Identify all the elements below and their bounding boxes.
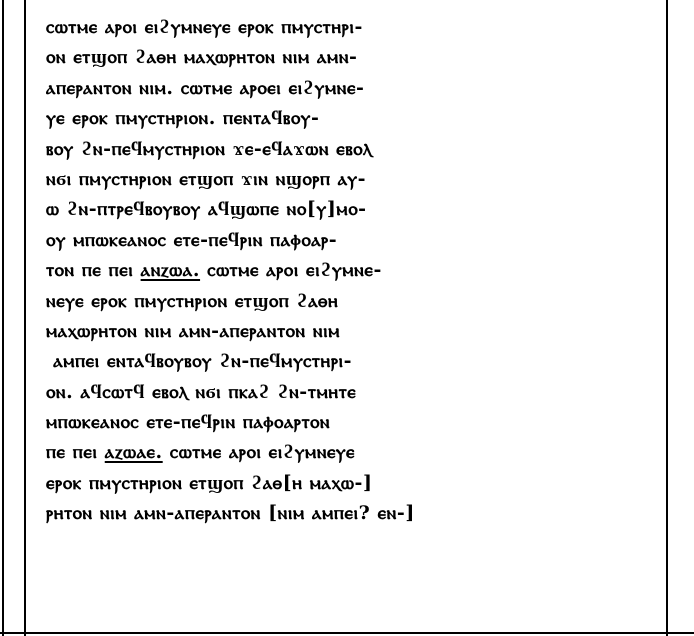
text-segment: ⲟⲛ ⲉⲧϣⲟⲡ ϩⲁⲑⲏ ⲙⲁⲭⲱⲣⲏⲧⲟⲛ ⲛⲓⲙ ⲁⲙⲛ-	[46, 46, 358, 69]
text-segment: ⲟⲩ ⲙⲡⲱⲕⲉⲁⲛⲟⲥ ⲉⲧⲉ-ⲡⲉϥⲣⲓⲛ ⲡⲁⲫⲟⲁⲣ-	[46, 228, 338, 251]
text-segment: ⲥⲱⲧⲙⲉ ⲁⲣⲟⲓ ⲉⲓϩⲩⲙⲛⲉ-	[200, 259, 382, 282]
text-line	[46, 468, 662, 498]
right-rule	[666, 0, 668, 636]
coptic-text-column	[46, 12, 662, 529]
text-line	[46, 12, 662, 42]
text-line	[46, 316, 662, 346]
text-line	[46, 286, 662, 316]
text-segment: ⲉⲣⲟⲕ ⲡⲙⲩⲥⲧⲏⲣⲓⲟⲛ ⲉⲧϣⲟⲡ ϩⲁⲑ[ⲏ ⲙⲁⲭⲱ-]	[46, 471, 373, 494]
bottom-rule	[0, 632, 694, 634]
text-line	[46, 194, 662, 224]
text-segment: ⲥⲱⲧⲙⲉ ⲁⲣⲟⲓ ⲉⲓϩⲩⲙⲛⲉⲩⲉ ⲉⲣⲟⲕ ⲡⲙⲩⲥⲧⲏⲣⲓ-	[46, 16, 363, 38]
text-line	[46, 103, 662, 133]
text-line	[46, 73, 662, 103]
text-segment: ⲡⲉ ⲡⲉⲓ	[46, 441, 105, 464]
text-segment: ⲥⲱⲧⲙⲉ ⲁⲣⲟⲓ ⲉⲓϩⲩⲙⲛⲉⲩⲉ	[162, 441, 355, 464]
text-line	[46, 346, 662, 376]
text-segment: ⲟⲛ. ⲁϥⲥⲱⲧϥ ⲉⲃⲟⲗ ⲛϭⲓ ⲡⲕⲁϩ ϩⲛ-ⲧⲙⲏⲧⲉ	[46, 380, 357, 403]
text-line	[46, 164, 662, 194]
underlined-word: ⲁⲍⲱⲁⲉ.	[104, 441, 163, 464]
text-segment: ⲱ ϩⲛ-ⲡⲧⲣⲉϥⲃⲟⲩⲃⲟⲩ ⲁϥϣⲱⲡⲉ ⲛⲟ[ⲩ]ⲙⲟ-	[46, 198, 367, 221]
text-line	[46, 377, 662, 407]
text-segment: ⲁⲙⲡⲉⲓ ⲉⲛⲧⲁϥⲃⲟⲩⲃⲟⲩ ϩⲛ-ⲡⲉϥⲙⲩⲥⲧⲏⲣⲓ-	[46, 350, 353, 373]
text-segment: ⲁⲡⲉⲣⲁⲛⲧⲟⲛ ⲛⲓⲙ. ⲥⲱⲧⲙⲉ ⲁⲣⲟⲉⲓ ⲉⲓϩⲩⲙⲛⲉ-	[46, 76, 365, 99]
left-outer-rule	[2, 0, 4, 636]
text-line	[46, 407, 662, 437]
text-segment: ⲙⲡⲱⲕⲉⲁⲛⲟⲥ ⲉⲧⲉ-ⲡⲉϥⲣⲓⲛ ⲡⲁⲫⲟⲁⲣⲧⲟⲛ	[46, 411, 331, 434]
left-inner-rule	[24, 0, 26, 636]
text-segment: ⲩⲉ ⲉⲣⲟⲕ ⲡⲙⲩⲥⲧⲏⲣⲓⲟⲛ. ⲡⲉⲛⲧⲁϥⲃⲟⲩ-	[46, 107, 320, 130]
text-line	[46, 498, 662, 528]
text-segment: ⲙⲁⲭⲱⲣⲏⲧⲟⲛ ⲛⲓⲙ ⲁⲙⲛ-ⲁⲡⲉⲣⲁⲛⲧⲟⲛ ⲛⲓⲙ	[46, 319, 340, 342]
underlined-word: ⲁⲛⲍⲱⲁ.	[140, 259, 201, 282]
text-segment: ⲛⲉⲩⲉ ⲉⲣⲟⲕ ⲡⲙⲩⲥⲧⲏⲣⲓⲟⲛ ⲉⲧϣⲟⲡ ϩⲁⲑⲏ	[46, 289, 339, 312]
text-line	[46, 225, 662, 255]
text-line	[46, 42, 662, 72]
text-segment: ⲣⲏⲧⲟⲛ ⲛⲓⲙ ⲁⲙⲛ-ⲁⲡⲉⲣⲁⲛⲧⲟⲛ [ⲛⲓⲙ ⲁⲙⲡⲉⲓ? ⲉⲛ-]	[46, 502, 415, 525]
text-segment: ⲛϭⲓ ⲡⲙⲩⲥⲧⲏⲣⲓⲟⲛ ⲉⲧϣⲟⲡ ϫⲓⲛ ⲛϣⲟⲣⲡ ⲁⲩ-	[46, 167, 367, 190]
text-line	[46, 437, 662, 467]
text-segment: ⲃⲟⲩ ϩⲛ-ⲡⲉϥⲙⲩⲥⲧⲏⲣⲓⲟⲛ ϫⲉ-ⲉϥⲁϫⲱⲛ ⲉⲃⲟⲗ	[46, 137, 373, 160]
text-line	[46, 134, 662, 164]
text-segment: ⲧⲟⲛ ⲡⲉ ⲡⲉⲓ	[46, 259, 141, 282]
text-line	[46, 255, 662, 285]
